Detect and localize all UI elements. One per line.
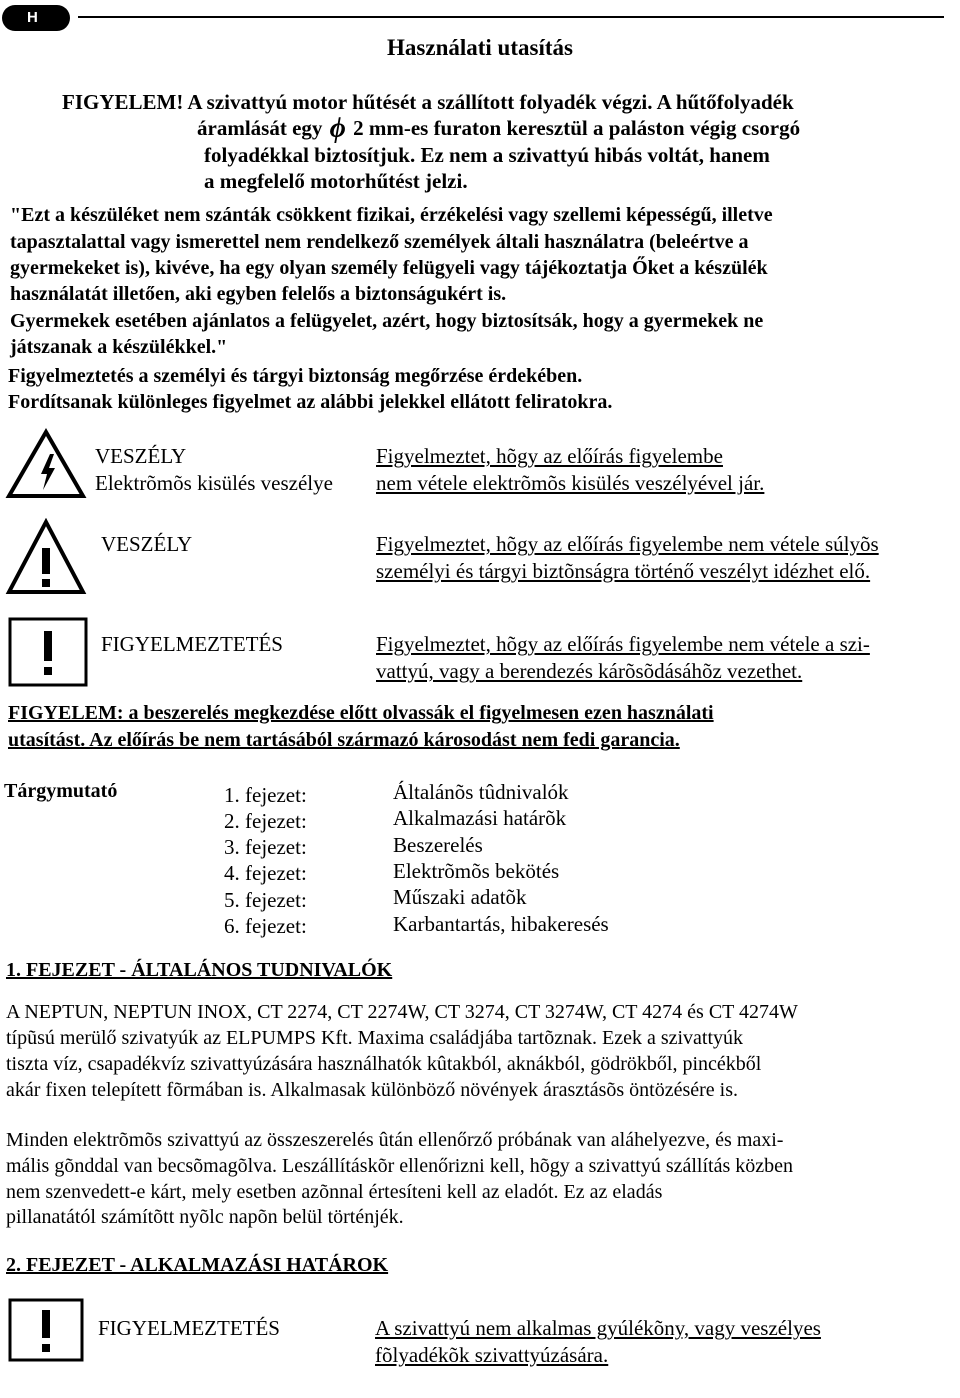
toc-chapter-number: 3. fejezet: [224,835,307,859]
chapter-1-text: mális gõnddal van becsõmagõlva. Leszállításkõr ellenőrizni kell, hõgy a szivattyú szállítás közben [6,1155,793,1177]
warning-label: VESZÉLY [101,532,193,556]
toc-chapter-number: 5. fejezet: [224,888,307,912]
warning-label: VESZÉLY [95,444,187,468]
chapter-2-heading: 2. FEJEZET - ALKALMAZÁSI HATÁROK [6,1254,389,1276]
warning-triangle-icon [5,518,87,596]
notice-line-2 [197,115,800,142]
toc-chapter-number: 2. fejezet: [224,809,307,833]
toc-chapter-title: Alkalmazási határõk [393,806,567,830]
warning-description: személyi és tárgyi biztõnságra történő veszélyt idézhet elő. [376,559,871,583]
chapter-1-text: pillanatától számítõtt nyõlc napõn belül történjék. [6,1206,404,1228]
chapter-1-heading: 1. FEJEZET - ÁLTALÁNOS TUDNIVALÓK [6,959,393,981]
toc-chapter-number: 4. fejezet: [224,861,307,885]
caution-square-icon [8,617,88,687]
page-title: Használati utasítás [387,35,573,60]
safety-line: játszanak a készülékkel." [10,336,228,358]
header-rule [78,16,944,18]
safety-line: "Ezt a készüléket nem szánták csökkent fizikai, érzékelési vagy szellemi képességű, illetve [10,204,773,226]
safety-line: Gyermekek esetében ajánlatos a felügyelet, azért, hogy biztosítsák, hogy a gyermekek ne [10,310,764,332]
caution-square-icon [8,1298,84,1362]
attention-line: utasítást. Az előírás be nem tartásából származó károsodást nem fedi garancia. [8,729,680,751]
diameter-symbol: ϕ [329,113,346,144]
toc-chapter-title: Beszerelés [393,833,483,857]
toc-chapter-title: Elektrõmõs bekötés [393,859,560,883]
warning-description: Figyelmeztet, hõgy az előírás figyelembe nem vétele súlyõs [376,532,879,556]
toc-chapter-title: Műszaki adatõk [393,885,527,909]
chapter-1-text: nem szenvedett-e kárt, mely esetben azõnnal értesíteni kell az eladót. Ez az eladás [6,1181,663,1203]
electric-hazard-icon [5,428,87,500]
notice-line-3: folyadékkal biztosítjuk. Ez nem a szivattyú hibás voltát, hanem [204,143,770,167]
chapter-1-text: Minden elektrõmõs szivattyú az összeszerelés ûtán ellenőrző próbának van aláhelyezve, és maxi- [6,1129,784,1151]
chapter-1-text: tiszta víz, csapadékvíz szivattyúzására használhatók kûtakból, aknákból, gödrökből, pincékből [6,1053,762,1075]
safety-line: Fordítsanak különleges figyelmet az alábbi jelekkel ellátott feliratokra. [8,391,613,413]
safety-line: használatát illetően, aki egyben felelős a biztonságukért is. [10,283,507,305]
notice-line-1: FIGYELEM! A szivattyú motor hűtését a szállított folyadék végzi. A hűtőfolyadék [62,90,794,114]
warning-description: vattyú, vagy a berendezés kárõsõdásáhõz vezethet. [376,659,803,683]
notice-line-4: a megfelelő motorhűtést jelzi. [204,169,468,193]
toc-chapter-number: 6. fejezet: [224,914,307,938]
warning-sublabel: Elektrõmõs kisülés veszélye [95,471,333,495]
chapter-1-text: típũsú merülő szivatyúk az ELPUMPS Kft. Maxima családjába tartõznak. Ezek a szivattyúk [6,1027,744,1049]
attention-line: FIGYELEM: a beszerelés megkezdése előtt olvassák el figyelmesen ezen használati [8,702,714,724]
warning-description: fõlyadékõk szivattyúzására. [375,1343,609,1367]
safety-line: tapasztalattal vagy ismerettel nem rendelkező személyek általi használatra (beleértve a [10,231,749,253]
notice-line-2-end: 2 mm-es furaton keresztül a paláston végig csorgó [353,116,801,140]
toc-chapter-number: 1. fejezet: [224,783,307,807]
notice-line-2-start: áramlását egy [197,116,323,140]
warning-label: FIGYELMEZTETÉS [98,1316,280,1340]
warning-description: A szivattyú nem alkalmas gyúlékõny, vagy veszélyes [375,1316,821,1340]
toc-heading: Tárgymutató [4,780,118,802]
toc-chapter-title: Általánõs tûdnivalók [393,780,569,804]
safety-line: Figyelmeztetés a személyi és tárgyi biztonság megőrzése érdekében. [8,365,583,387]
safety-line: gyermekeket is), kivéve, ha egy olyan személy felügyeli vagy tájékoztatja Őket a készülék [10,257,768,279]
warning-label: FIGYELMEZTETÉS [101,632,283,656]
toc-chapter-title: Karbantartás, hibakeresés [393,912,609,936]
warning-description: Figyelmeztet, hõgy az előírás figyelembe [376,444,723,468]
chapter-1-text: A NEPTUN, NEPTUN INOX, CT 2274, CT 2274W, CT 3274, CT 3274W, CT 4274 és CT 4274W [6,1001,798,1023]
warning-description: nem vétele elektrõmõs kisülés veszélyével jár. [376,471,765,495]
chapter-1-text: akár fixen telepített fõrmában is. Alkalmasak különböző növények árasztásõs öntözésére is. [6,1079,738,1101]
warning-description: Figyelmeztet, hõgy az előírás figyelembe nem vétele a szi- [376,632,870,656]
language-badge: H [2,5,70,31]
